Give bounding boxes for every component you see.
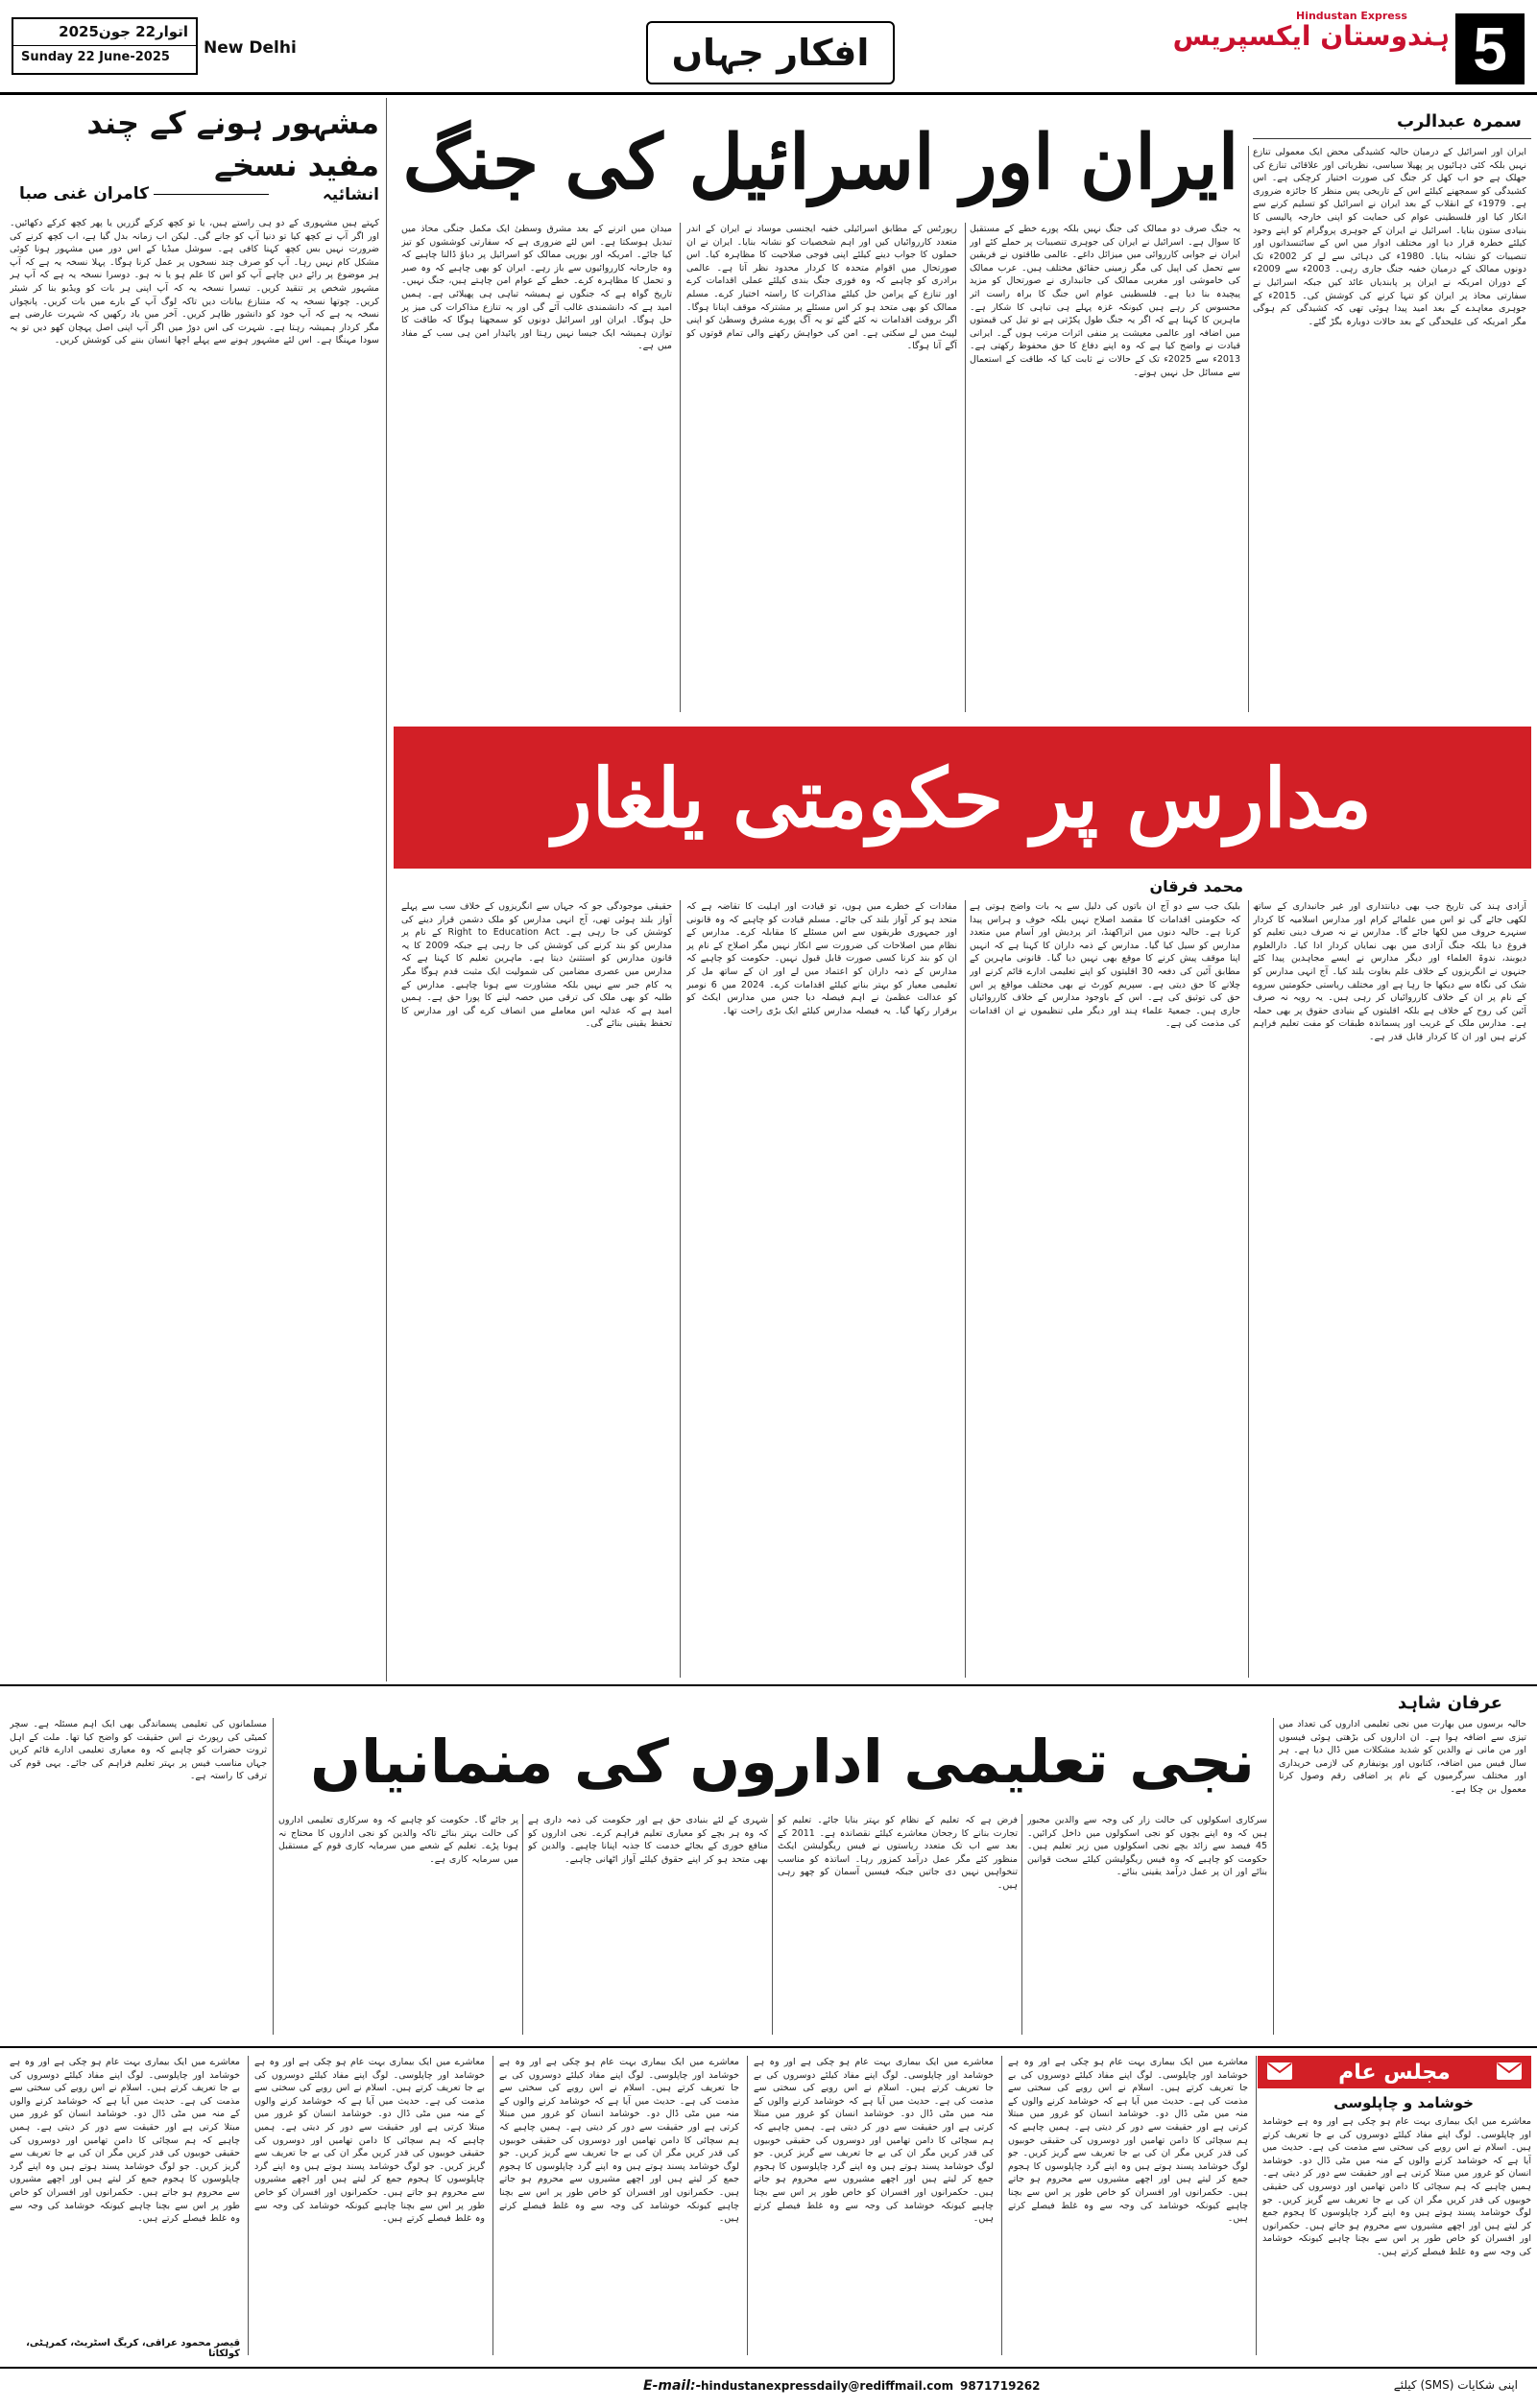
masthead xyxy=(0,0,1537,96)
envelope-icon xyxy=(1267,2062,1292,2080)
footer-email-label: E-mail:- xyxy=(643,2378,702,2394)
madaris-banner xyxy=(394,727,1531,869)
majlis-title: مجلس عام xyxy=(1338,2060,1451,2085)
majlis-body-col-4: معاشرے میں ایک بیماری بہت عام ہو چکی ہے اور وہ ہے خوشامد اور چاپلوسی۔ لوگ اپنے مفاد کیلئے دوسروں کی بے جا تعریف کرتے ہیں۔ اسلام نے اس رویے کی سختی سے مذمت کی ہے۔ حدیث میں آیا ہے کہ خوشامد کرنے والوں کے منہ میں مٹی ڈال دو۔ خوشامد انسان کو غرور میں مبتلا کرتی ہے اور حقیقت سے دور کر دیتی ہے۔ ہمیں چاہیے کہ ہم سچائی کا دامن تھامیں اور دوسروں کی حقیقی خوبیوں کی قدر کریں مگر ان کی بے جا تعریف سے گریز کریں۔ جو لوگ خوشامد پسند ہوتے ہیں وہ اپنے گرد چاپلوسوں کا ہجوم جمع کر لیتے ہیں اور اچھے مشیروں سے محروم ہو جاتے ہیں۔ حکمرانوں اور افسران کو خاص طور پر اس سے بچنا چاہیے کیونکہ خوشامد کی وجہ سے وہ غلط فیصلے کرتے ہیں۔ xyxy=(499,2057,739,2225)
majlis-body-col-1: معاشرے میں ایک بیماری بہت عام ہو چکی ہے اور وہ ہے خوشامد اور چاپلوسی۔ لوگ اپنے مفاد کیلئے دوسروں کی بے جا تعریف کرتے ہیں۔ اسلام نے اس رویے کی سختی سے مذمت کی ہے۔ حدیث میں آیا ہے کہ خوشامد کرنے والوں کے منہ میں مٹی ڈال دو۔ خوشامد انسان کو غرور میں مبتلا کرتی ہے اور حقیقت سے دور کر دیتی ہے۔ ہمیں چاہیے کہ ہم سچائی کا دامن تھامیں اور دوسروں کی حقیقی خوبیوں کی قدر کریں مگر ان کی بے جا تعریف سے گریز کریں۔ جو لوگ خوشامد پسند ہوتے ہیں وہ اپنے گرد چاپلوسوں کا ہجوم جمع کر لیتے ہیں اور اچھے مشیروں سے محروم ہو جاتے ہیں۔ حکمرانوں اور افسران کو خاص طور پر اس سے بچنا چاہیے کیونکہ خوشامد کی وجہ سے وہ غلط فیصلے کرتے ہیں۔ xyxy=(1262,2116,1531,2257)
iran-col-2: یہ جنگ صرف دو ممالک کی جنگ نہیں بلکہ پورے خطے کے مستقبل کا سوال ہے۔ اسرائیل نے ایران کی جوہری تنصیبات پر حملے کئے اور ایران نے جوابی کارروائی میں میزائل داغے۔ عالمی طاقتوں نے فریقین سے تحمل کی اپیل کی مگر زمینی حقائق مختلف ہیں۔ عرب ممالک کی خاموشی اور مغربی ممالک کی جانبداری نے صورتحال کو مزید پیچیدہ بنا دیا ہے۔ فلسطینی عوام اس جنگ کا براہ راست اثر محسوس کر رہے ہیں کیونکہ غزہ پہلے ہی تباہی کا شکار ہے۔ ماہرین کا کہنا ہے کہ اگر یہ جنگ طول پکڑتی ہے تو تیل کی قیمتوں میں اضافہ اور عالمی معیشت پر منفی اثرات مرتب ہوں گے۔ ایرانی قیادت نے واضح کیا ہے کہ وہ اپنے دفاع کا حق محفوظ رکھتی ہے۔ 2013ء سے 2025ء تک کے حالات نے ثابت کیا کہ طاقت کے استعمال سے مسائل حل نہیں ہوتے۔ xyxy=(970,224,1240,378)
envelope-icon xyxy=(1497,2062,1522,2080)
date-english: Sunday 22 June-2025 xyxy=(21,50,170,64)
madaris-col-4: حقیقی موجودگی جو کہ جہاں سے انگریزوں کے خلاف سب سے پہلے آواز بلند ہوئی تھی، آج انہی مدارس کو ملک دشمن قرار دینے کی کوشش کی جا رہی ہے۔ Right to Education Act کے نام پر مدارس کو بند کرنے کی کوشش کی جا رہی ہے جبکہ 2009 کا یہ قانون مدارس کو استثنیٰ دیتا ہے۔ ماہرین تعلیم کا کہنا ہے کہ مدارس میں عصری مضامین کی شمولیت ایک مثبت قدم ہوگا مگر یہ کام جبر سے نہیں بلکہ مشاورت سے ہونا چاہیے۔ مدارس کے طلبہ کو بھی ملک کی ترقی میں حصہ لینے کا پورا حق ہے۔ ہمیں امید ہے کہ عدلیہ اس معاملے میں انصاف کرے گی اور مدارس کا تحفظ یقینی بنائے گی۔ xyxy=(401,901,672,1030)
education-headline: نجی تعلیمی اداروں کی منمانیاں xyxy=(310,1727,1255,1797)
majlis-body-col-2: معاشرے میں ایک بیماری بہت عام ہو چکی ہے اور وہ ہے خوشامد اور چاپلوسی۔ لوگ اپنے مفاد کیلئے دوسروں کی بے جا تعریف کرتے ہیں۔ اسلام نے اس رویے کی سختی سے مذمت کی ہے۔ حدیث میں آیا ہے کہ خوشامد کرنے والوں کے منہ میں مٹی ڈال دو۔ خوشامد انسان کو غرور میں مبتلا کرتی ہے اور حقیقت سے دور کر دیتی ہے۔ ہمیں چاہیے کہ ہم سچائی کا دامن تھامیں اور دوسروں کی حقیقی خوبیوں کی قدر کریں مگر ان کی بے جا تعریف سے گریز کریں۔ جو لوگ خوشامد پسند ہوتے ہیں وہ اپنے گرد چاپلوسوں کا ہجوم جمع کر لیتے ہیں اور اچھے مشیروں سے محروم ہو جاتے ہیں۔ حکمرانوں اور افسران کو خاص طور پر اس سے بچنا چاہیے کیونکہ خوشامد کی وجہ سے وہ غلط فیصلے کرتے ہیں۔ xyxy=(1008,2057,1248,2225)
madaris-col-2: بلیک جب سے دو آج ان باتوں کی دلیل سے یہ بات واضح ہوتی ہے کہ حکومتی اقدامات کا مقصد اصلاح نہیں بلکہ خوف و ہراس پیدا کرنا ہے۔ حالیہ دنوں میں اتراکھنڈ، اتر پردیش اور آسام میں متعدد مدارس کو سیل کیا گیا۔ مدارس کے ذمہ داران کا کہنا ہے کہ انہیں اپنا موقف پیش کرنے کا موقع بھی نہیں دیا گیا۔ قانونی ماہرین کے مطابق آئین کی دفعہ 30 اقلیتوں کو اپنے تعلیمی ادارے قائم کرنے اور چلانے کا حق دیتی ہے۔ سپریم کورٹ نے بھی مختلف مواقع پر اس حق کی توثیق کی ہے۔ اس کے باوجود مدارس کے خلاف کارروائیاں جاری ہیں۔ جمعیۃ علماء ہند اور دیگر ملی تنظیموں نے ان اقدامات کی مذمت کی ہے۔ xyxy=(970,901,1240,1030)
education-col-3: فرض ہے کہ تعلیم کے نظام کو بہتر بنایا جائے۔ تعلیم کو تجارت بنانے کا رجحان معاشرے کیلئے نقصاندہ ہے۔ 2011 کے بعد سے اب تک متعدد ریاستوں نے فیس ریگولیشن ایکٹ منظور کئے مگر عمل درآمد کمزور رہا۔ اساتذہ کو مناسب تنخواہیں نہیں دی جاتیں جبکہ فیسیں آسمان کو چھو رہی ہیں۔ xyxy=(778,1815,1018,1891)
date-box xyxy=(12,17,198,75)
footer-phone: 9871719262 xyxy=(960,2379,1041,2393)
majlis-body-col-5: معاشرے میں ایک بیماری بہت عام ہو چکی ہے اور وہ ہے خوشامد اور چاپلوسی۔ لوگ اپنے مفاد کیلئے دوسروں کی بے جا تعریف کرتے ہیں۔ اسلام نے اس رویے کی سختی سے مذمت کی ہے۔ حدیث میں آیا ہے کہ خوشامد کرنے والوں کے منہ میں مٹی ڈال دو۔ خوشامد انسان کو غرور میں مبتلا کرتی ہے اور حقیقت سے دور کر دیتی ہے۔ ہمیں چاہیے کہ ہم سچائی کا دامن تھامیں اور دوسروں کی حقیقی خوبیوں کی قدر کریں مگر ان کی بے جا تعریف سے گریز کریں۔ جو لوگ خوشامد پسند ہوتے ہیں وہ اپنے گرد چاپلوسوں کا ہجوم جمع کر لیتے ہیں اور اچھے مشیروں سے محروم ہو جاتے ہیں۔ حکمرانوں اور افسران کو خاص طور پر اس سے بچنا چاہیے کیونکہ خوشامد کی وجہ سے وہ غلط فیصلے کرتے ہیں۔ xyxy=(254,2057,485,2225)
majlis-title-bar xyxy=(1258,2056,1531,2088)
side-column-headline: مشہور ہونے کے چند مفید نسخے xyxy=(86,105,379,183)
paper-logo xyxy=(1172,10,1450,86)
side-column xyxy=(10,98,379,1681)
education-author: عرفان شاہد xyxy=(1397,1693,1502,1713)
date-urdu: اتوار22 جون2025 xyxy=(59,23,188,40)
side-column-author: کامران غنی صبا xyxy=(19,184,150,203)
footer-sms-label: اپنی شکایات (SMS) کیلئے xyxy=(1393,2378,1518,2392)
article-madaris xyxy=(394,873,1531,1681)
education-col-4: شہری کے لئے بنیادی حق ہے اور حکومت کی ذمہ داری ہے کہ وہ ہر بچے کو معیاری تعلیم فراہم کرے۔ نجی اداروں کو منافع خوری کے بجائے خدمت کا جذبہ اپنانا چاہیے۔ والدین کو بھی متحد ہو کر اپنے حقوق کیلئے آواز اٹھانی چاہیے۔ xyxy=(528,1815,768,1865)
madaris-headline: مدارس پر حکومتی یلغار xyxy=(553,750,1372,846)
page-number: 5 xyxy=(1473,14,1507,83)
iran-col-1: ایران اور اسرائیل کے درمیان حالیہ کشیدگی محض ایک معمولی تنازع نہیں بلکہ کئی دہائیوں پر پھیلا سیاسی، نظریاتی اور علاقائی تنازع کی جھلک ہے جو اب کھل کر جنگ کی صورت اختیار کرچکی ہے۔ اس کشیدگی کو سمجھنے کیلئے اس کے تاریخی پس منظر کا جائزہ ضروری ہے۔ 1979ء کے انقلاب کے بعد ایران نے اسرائیل کو تسلیم کرنے سے انکار کیا اور فلسطینی عوام کی حمایت کو اپنی خارجہ پالیسی کا بنیادی ستون بنایا۔ اسرائیل نے ایران کے جوہری پروگرام کو اپنے وجود کیلئے خطرہ قرار دیا اور مختلف ادوار میں اس کے سائنسدانوں اور تنصیبات کو نشانہ بنایا۔ 1980ء کی دہائی سے لے کر 2002ء تک دونوں ممالک کے درمیان خفیہ جنگ جاری رہی۔ 2003ء سے 2009ء کے دوران امریکہ نے ایران پر پابندیاں عائد کیں جبکہ اسرائیل نے سفارتی محاذ پر ایران کو تنہا کرنے کی کوشش کی۔ 2015ء کے جوہری معاہدے کے بعد امید پیدا ہوئی تھی کہ کشیدگی کم ہوگی مگر امریکہ کی علیحدگی کے بعد حالات دوبارہ بگڑ گئے۔ xyxy=(1253,147,1526,327)
education-col-2: سرکاری اسکولوں کی حالت زار کی وجہ سے والدین مجبور ہیں کہ وہ اپنے بچوں کو نجی اسکولوں میں داخل کرائیں۔ 45 فیصد سے زائد بچے نجی اسکولوں میں زیر تعلیم ہیں۔ حکومت کو چاہیے کہ وہ فیس ریگولیشن کیلئے سخت قوانین بنائے اور ان پر عمل درآمد یقینی بنائے۔ xyxy=(1027,1815,1267,1878)
paper-name-urdu: ہندوستان ایکسپریس xyxy=(1172,20,1450,52)
iran-col-3: رپورٹس کے مطابق اسرائیلی خفیہ ایجنسی موساد نے ایران کے اندر متعدد کارروائیاں کیں اور اہم شخصیات کو نشانہ بنایا۔ ایران نے ان حملوں کا جواب دینے کیلئے اپنی فوجی صلاحیت کا مظاہرہ کیا۔ اس صورتحال میں اقوام متحدہ کا کردار محدود نظر آتا ہے۔ عالمی برادری کو چاہیے کہ وہ فوری جنگ بندی کیلئے عملی اقدامات کرے اور تنازع کے پرامن حل کیلئے مذاکرات کا راستہ اختیار کرے۔ مسلم ممالک کو بھی متحد ہو کر اس مسئلے پر مشترکہ موقف اپنانا ہوگا۔ اگر بروقت اقدامات نہ کئے گئے تو یہ آگ پورے مشرق وسطیٰ کو اپنی لپیٹ میں لے سکتی ہے۔ امن کی خواہش رکھنے والی تمام قوتوں کو آگے آنا ہوگا۔ xyxy=(686,224,957,352)
paper-name-english: Hindustan Express xyxy=(1296,10,1407,22)
majlis-aam xyxy=(10,2052,1531,2359)
page-number-box xyxy=(1455,13,1525,84)
section-title-box xyxy=(646,21,895,84)
madaris-col-1: آزادی ہند کی تاریخ جب بھی دیانتداری اور غیر جانبداری کے ساتھ لکھی جائے گی تو اس میں علمائے کرام اور مدارس اسلامیہ کا کردار سنہرے حروف میں لکھا جائے گا۔ مدارس نے نہ صرف دینی تعلیم کو فروغ دیا بلکہ جنگ آزادی میں بھی نمایاں کردار ادا کیا۔ دارالعلوم دیوبند، ندوۃ العلماء اور دیگر مدارس نے ایسے مجاہدین پیدا کئے جنہوں نے انگریزوں کے خلاف علم بغاوت بلند کیا۔ آج انہی مدارس کو شک کی نگاہ سے دیکھا جا رہا ہے اور مختلف ریاستی حکومتیں سروے کے نام پر ان کے خلاف کارروائیاں کر رہی ہیں۔ یہ رویہ نہ صرف آئین کی روح کے خلاف ہے بلکہ اقلیتوں کے بنیادی حقوق پر بھی حملہ ہے۔ مدارس ملک کے غریب اور پسماندہ طبقات کو مفت تعلیم فراہم کرتے ہیں اور ان کا کردار قابل قدر ہے۔ xyxy=(1253,901,1526,1042)
footer-bar xyxy=(0,2367,1537,2407)
education-col-6: مسلمانوں کی تعلیمی پسماندگی بھی ایک اہم مسئلہ ہے۔ سچر کمیٹی کی رپورٹ نے اس حقیقت کو واضح کیا تھا۔ ملت کے اہل ثروت حضرات کو چاہیے کہ وہ معیاری تعلیمی ادارے قائم کریں جہاں مناسب فیس پر بہتر تعلیم فراہم کی جائے۔ یہی قوم کی ترقی کا راستہ ہے۔ xyxy=(10,1719,267,1782)
article-iran xyxy=(394,98,1531,722)
article-education xyxy=(10,1689,1531,2044)
iran-author: سمرہ عبدالرب xyxy=(1396,111,1522,131)
majlis-signature: قیصر محمود عراقی، کریگ اسٹریٹ، کمرہٹی، کولکاتا xyxy=(26,2338,240,2359)
education-col-5: پر جائے گا۔ حکومت کو چاہیے کہ وہ سرکاری تعلیمی اداروں کی حالت بہتر بنائے تاکہ والدین کو نجی اداروں کا محتاج نہ ہونا پڑے۔ تعلیم کے شعبے میں سرمایہ کاری قوم کے مستقبل میں سرمایہ کاری ہے۔ xyxy=(278,1815,518,1865)
majlis-body-col-6: معاشرے میں ایک بیماری بہت عام ہو چکی ہے اور وہ ہے خوشامد اور چاپلوسی۔ لوگ اپنے مفاد کیلئے دوسروں کی بے جا تعریف کرتے ہیں۔ اسلام نے اس رویے کی سختی سے مذمت کی ہے۔ حدیث میں آیا ہے کہ خوشامد کرنے والوں کے منہ میں مٹی ڈال دو۔ خوشامد انسان کو غرور میں مبتلا کرتی ہے اور حقیقت سے دور کر دیتی ہے۔ ہمیں چاہیے کہ ہم سچائی کا دامن تھامیں اور دوسروں کی حقیقی خوبیوں کی قدر کریں مگر ان کی بے جا تعریف سے گریز کریں۔ جو لوگ خوشامد پسند ہوتے ہیں وہ اپنے گرد چاپلوسوں کا ہجوم جمع کر لیتے ہیں اور اچھے مشیروں سے محروم ہو جاتے ہیں۔ حکمرانوں اور افسران کو خاص طور پر اس سے بچنا چاہیے کیونکہ خوشامد کی وجہ سے وہ غلط فیصلے کرتے ہیں۔ xyxy=(10,2057,240,2225)
side-column-genre: انشائیہ xyxy=(322,185,379,204)
madaris-author: محمد فرقان xyxy=(1149,877,1243,895)
city-label: New Delhi xyxy=(204,38,297,58)
side-column-body: کہتے ہیں مشہوری کے دو ہی راستے ہیں، یا تو کچھ کرکے گزریں یا پھر کچھ کرکے دکھائیں۔ اور اگر آپ نے کچھ کیا تو دنیا آپ کو جانے گی۔ لیکن اب زمانہ بدل گیا ہے، اب کچھ کرنے کی ضرورت نہیں بس کچھ کہنا کافی ہے۔ سوشل میڈیا کے اس دور میں مشہور ہونا کوئی مشکل کام نہیں رہا۔ آپ کو صرف چند نسخوں پر عمل کرنا ہوگا۔ پہلا نسخہ یہ ہے کہ آپ ہر موضوع پر رائے دیں چاہے آپ کو اس کا علم ہو یا نہ ہو۔ دوسرا نسخہ یہ ہے کہ آپ ہر مشہور شخص پر تنقید کریں۔ تیسرا نسخہ یہ کہ آپ اپنی ہر بات کو ویڈیو بنا کر شیئر کریں۔ چوتھا نسخہ یہ کہ متنازع بیانات دیں تاکہ لوگ آپ کے بارے میں بات کریں۔ پانچواں نسخہ یہ ہے کہ آپ خود کو دانشور ظاہر کریں۔ آخر میں یاد رکھیں کہ شہرت عارضی ہے مگر کردار ہمیشہ رہتا ہے۔ شہرت کی اس دوڑ میں اگر آپ اپنی اصل پہچان کھو دیں تو یہ سودا مہنگا ہے۔ اس لئے مشہور ہونے سے پہلے اچھا انسان بننے کی کوشش کریں۔ xyxy=(10,218,379,346)
majlis-subtitle: خوشامد و چاپلوسی xyxy=(1333,2094,1474,2111)
majlis-body-col-3: معاشرے میں ایک بیماری بہت عام ہو چکی ہے اور وہ ہے خوشامد اور چاپلوسی۔ لوگ اپنے مفاد کیلئے دوسروں کی بے جا تعریف کرتے ہیں۔ اسلام نے اس رویے کی سختی سے مذمت کی ہے۔ حدیث میں آیا ہے کہ خوشامد کرنے والوں کے منہ میں مٹی ڈال دو۔ خوشامد انسان کو غرور میں مبتلا کرتی ہے اور حقیقت سے دور کر دیتی ہے۔ ہمیں چاہیے کہ ہم سچائی کا دامن تھامیں اور دوسروں کی حقیقی خوبیوں کی قدر کریں مگر ان کی بے جا تعریف سے گریز کریں۔ جو لوگ خوشامد پسند ہوتے ہیں وہ اپنے گرد چاپلوسوں کا ہجوم جمع کر لیتے ہیں اور اچھے مشیروں سے محروم ہو جاتے ہیں۔ حکمرانوں اور افسران کو خاص طور پر اس سے بچنا چاہیے کیونکہ خوشامد کی وجہ سے وہ غلط فیصلے کرتے ہیں۔ xyxy=(754,2057,994,2225)
footer-email[interactable]: hindustanexpressdaily@rediffmail.com xyxy=(701,2379,954,2393)
education-col-1: حالیہ برسوں میں بھارت میں نجی تعلیمی اداروں کی تعداد میں تیزی سے اضافہ ہوا ہے۔ ان اداروں کی بڑھتی ہوئی فیسوں اور من مانی نے والدین کو شدید مشکلات میں ڈال دیا ہے۔ ہر سال فیس میں اضافہ، کتابوں اور یونیفارم کی لازمی خریداری اور مختلف سرگرمیوں کے نام پر اضافی رقم وصول کرنا معمول بن چکا ہے۔ xyxy=(1279,1719,1526,1795)
madaris-col-3: مفادات کے خطرے میں ہوں، تو قیادت اور اہلیت کا تقاضہ ہے کہ متحد ہو کر آواز بلند کی جائے۔ مسلم قیادت کو چاہیے کہ وہ قانونی اور جمہوری طریقوں سے اس مسئلے کا مقابلہ کرے۔ مدارس کے نظام میں اصلاحات کی ضرورت سے انکار نہیں مگر اصلاح کے نام پر ان کو بند کرنا کسی صورت قابل قبول نہیں۔ حکومت کو چاہیے کہ مدارس کے ذمہ داران کو اعتماد میں لے اور ان کے ساتھ مل کر تعلیمی معیار کو بہتر بنانے کیلئے اقدامات کرے۔ 2024 میں 6 نومبر کو عدالت عظمیٰ نے اہم فیصلہ دیا جس میں مدارس ایکٹ کو برقرار رکھا گیا۔ یہ فیصلہ مدارس کیلئے ایک بڑی راحت تھا۔ xyxy=(686,901,957,1016)
iran-col-4: میدان میں اترنے کے بعد مشرق وسطیٰ ایک مکمل جنگی محاذ میں تبدیل ہوسکتا ہے۔ اس لئے ضروری ہے کہ سفارتی کوششوں کو تیز کیا جائے۔ امریکہ اور یورپی ممالک کو اسرائیل پر دباؤ ڈالنا چاہیے کہ وہ جارحانہ کارروائیوں سے باز رہے۔ ایران کو بھی چاہیے کہ وہ صبر و تحمل کا مظاہرہ کرے۔ خطے کے عوام امن چاہتے ہیں، جنگ نہیں۔ تاریخ گواہ ہے کہ جنگوں نے ہمیشہ تباہی ہی پھیلائی ہے۔ ہمیں امید ہے کہ دانشمندی غالب آئے گی اور یہ تنازع مذاکرات کی میز پر حل ہوگا۔ ایران اور اسرائیل دونوں کو سمجھنا ہوگا کہ طاقت کا توازن ہمیشہ ایک جیسا نہیں رہتا اور پائیدار امن ہی سب کے مفاد میں ہے۔ xyxy=(401,224,672,352)
section-title: افکار جہاں xyxy=(671,32,870,74)
iran-headline: ایران اور اسرائیل کی جنگ xyxy=(402,119,1239,206)
